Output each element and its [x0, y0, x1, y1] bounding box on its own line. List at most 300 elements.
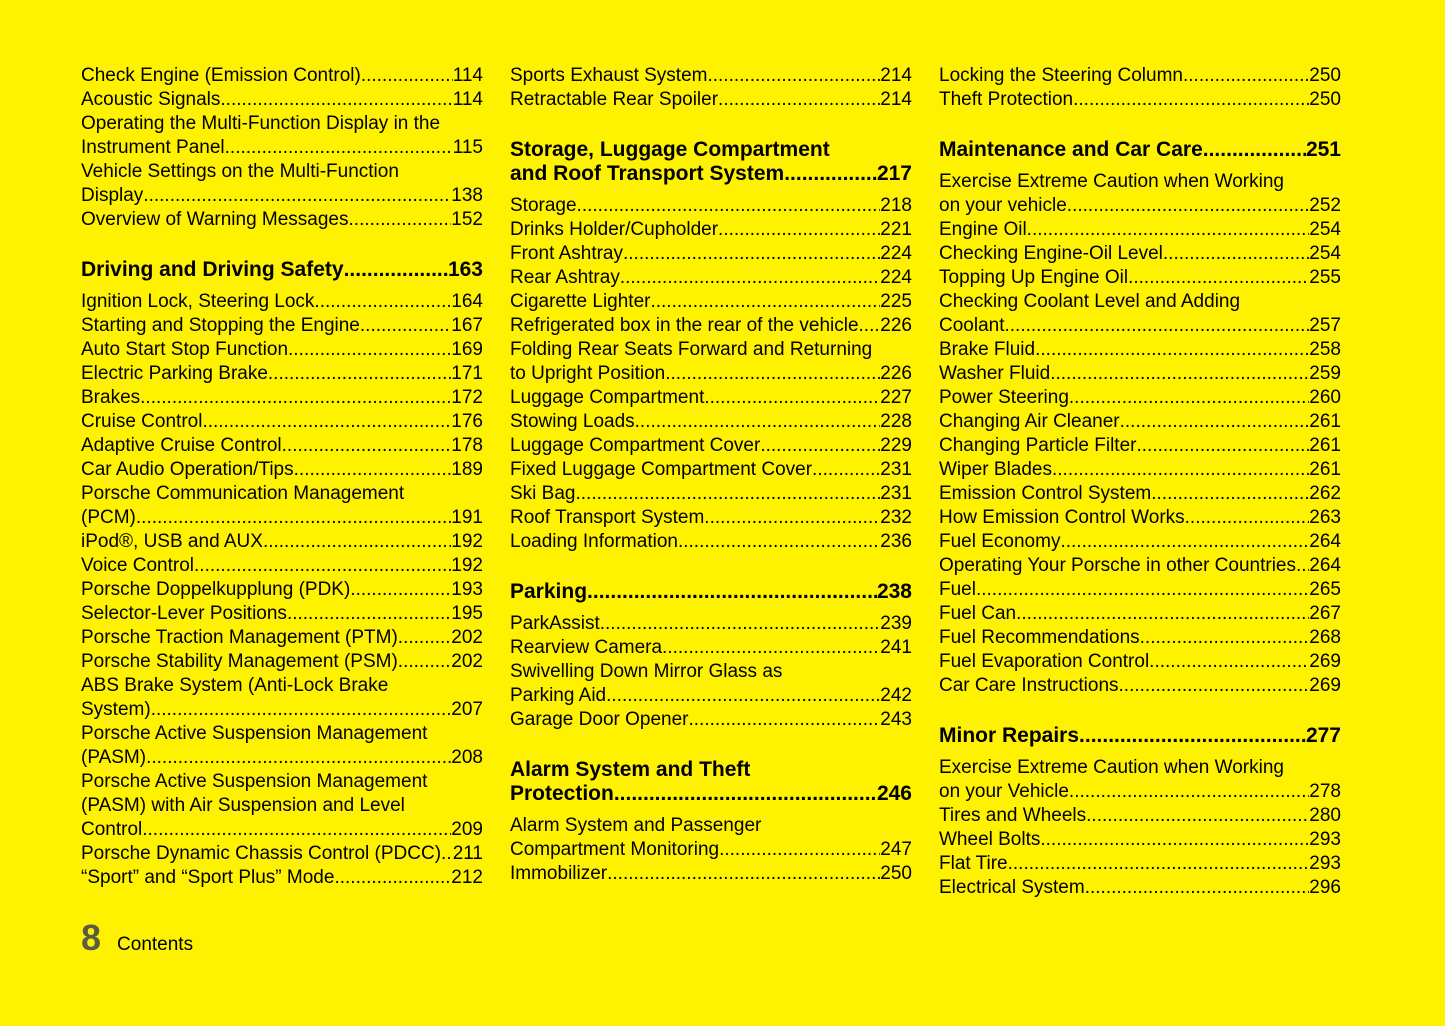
dot-leader [1060, 530, 1309, 554]
dot-leader [268, 362, 451, 386]
dot-leader [662, 636, 880, 660]
toc-entry-title: Immobilizer [510, 863, 608, 884]
toc-entry[interactable] [510, 660, 912, 708]
dot-leader [136, 506, 451, 530]
toc-entry[interactable] [939, 434, 1341, 458]
dot-leader [760, 434, 880, 458]
toc-entry-row [81, 626, 483, 650]
toc-entry-title: Instrument Panel [81, 137, 225, 158]
dot-leader [718, 218, 880, 242]
toc-page-number: 214 [880, 65, 912, 86]
toc-page-number: 250 [1309, 65, 1341, 86]
toc-page-number: 265 [1309, 579, 1341, 600]
toc-entry-row [81, 554, 483, 578]
dot-leader [1052, 458, 1309, 482]
toc-entry[interactable] [510, 290, 912, 314]
page-number: 8 [81, 917, 102, 958]
toc-page-number: 172 [451, 387, 483, 408]
toc-entry-title: Roof Transport System [510, 507, 705, 528]
toc-entry-row [939, 242, 1341, 266]
dot-leader [220, 88, 452, 112]
dot-leader [976, 578, 1309, 602]
toc-entry[interactable] [939, 482, 1341, 506]
toc-entry-row [510, 708, 912, 732]
toc-entry-title: Cigarette Lighter [510, 291, 651, 312]
toc-entry[interactable] [81, 410, 483, 434]
toc-section-heading[interactable] [510, 758, 912, 806]
toc-entry-row [81, 842, 483, 866]
dot-leader [607, 862, 880, 886]
toc-entry[interactable] [939, 266, 1341, 290]
toc-page-number: 280 [1309, 805, 1341, 826]
toc-entry-row [510, 162, 912, 186]
toc-entry[interactable] [939, 578, 1341, 602]
dot-leader [143, 184, 451, 208]
toc-page-number: 195 [451, 603, 483, 624]
toc-section-heading[interactable] [81, 258, 483, 282]
toc-entry[interactable] [81, 88, 483, 112]
toc-entry-title-line: Folding Rear Seats Forward and Returning [510, 339, 873, 360]
toc-page-number: 261 [1309, 435, 1341, 456]
dot-leader [665, 362, 880, 386]
dot-leader [314, 290, 451, 314]
toc-entry[interactable] [939, 218, 1341, 242]
toc-page-number: 277 [1305, 724, 1341, 747]
toc-entry[interactable] [81, 842, 483, 866]
toc-page-number: 252 [1309, 195, 1341, 216]
toc-entry-row [939, 314, 1341, 338]
toc-entry[interactable] [81, 722, 483, 770]
toc-entry[interactable] [510, 434, 912, 458]
toc-entry[interactable] [510, 482, 912, 506]
toc-entry[interactable] [939, 530, 1341, 554]
page-label: Contents [117, 934, 194, 955]
toc-entry[interactable] [939, 242, 1341, 266]
toc-entry[interactable] [81, 770, 483, 842]
toc-entry[interactable] [939, 626, 1341, 650]
toc-entry[interactable] [510, 266, 912, 290]
toc-page-number: 254 [1309, 219, 1341, 240]
toc-entry-title: Car Care Instructions [939, 675, 1119, 696]
toc-entry-title: Electric Parking Brake [81, 363, 268, 384]
toc-entry-row [510, 218, 912, 242]
toc-entry-row [939, 530, 1341, 554]
toc-section-heading[interactable] [510, 138, 912, 186]
toc-page-number: 176 [451, 411, 483, 432]
toc-entry[interactable] [510, 458, 912, 482]
toc-entry[interactable] [81, 458, 483, 482]
toc-entry-title-line: Porsche Communication Management [81, 483, 405, 504]
toc-entry[interactable] [81, 554, 483, 578]
toc-entry[interactable] [81, 160, 483, 208]
toc-entry-title: Front Ashtray [510, 243, 623, 264]
toc-page-number: 192 [451, 531, 483, 552]
toc-entry-row [510, 684, 912, 708]
toc-entry-title: Refrigerated box in the rear of the vehicle [510, 315, 859, 336]
toc-entry[interactable] [81, 208, 483, 232]
dot-leader [225, 136, 453, 160]
toc-entry-row [510, 458, 912, 482]
toc-entry-title: Checking Engine-Oil Level [939, 243, 1163, 264]
toc-page-number: 217 [876, 162, 912, 185]
dot-leader [1050, 362, 1309, 386]
dot-leader [719, 838, 880, 862]
toc-entry-row [510, 434, 912, 458]
toc-entry-row [510, 362, 912, 386]
toc-entry[interactable] [939, 170, 1341, 218]
dot-leader [1035, 338, 1309, 362]
toc-page-number: 254 [1309, 243, 1341, 264]
dot-leader [1183, 64, 1309, 88]
dot-leader [288, 338, 451, 362]
toc-entry[interactable] [939, 674, 1341, 698]
toc-entry[interactable] [81, 578, 483, 602]
toc-entry-row [510, 386, 912, 410]
toc-entry[interactable] [81, 434, 483, 458]
toc-page-number: 115 [452, 137, 483, 158]
toc-entry-row [939, 602, 1341, 626]
toc-page-number: 209 [451, 819, 483, 840]
toc-entry-title: Adaptive Cruise Control [81, 435, 282, 456]
toc-entry-title: Overview of Warning Messages [81, 209, 349, 230]
toc-entry[interactable] [939, 338, 1341, 362]
toc-page-number: 243 [880, 709, 912, 730]
toc-entry-title: Porsche Traction Management (PTM) [81, 627, 398, 648]
toc-column-2 [510, 64, 912, 886]
toc-entry-row [510, 88, 912, 112]
page-footer [81, 918, 193, 958]
dot-leader [1040, 828, 1309, 852]
toc-entry-title: ParkAssist [510, 613, 600, 634]
toc-entry-row [939, 578, 1341, 602]
toc-page-number: 264 [1309, 555, 1341, 576]
toc-entry-row [939, 218, 1341, 242]
toc-page-number: 231 [880, 483, 912, 504]
toc-entry-row [81, 314, 483, 338]
toc-entry[interactable] [510, 410, 912, 434]
toc-entry[interactable] [939, 804, 1341, 828]
toc-entry[interactable] [81, 482, 483, 530]
dot-leader [718, 88, 880, 112]
toc-entry[interactable] [939, 852, 1341, 876]
toc-page-number: 231 [880, 459, 912, 480]
toc-entry[interactable] [81, 674, 483, 722]
toc-entry-row [939, 482, 1341, 506]
toc-entry[interactable] [81, 290, 483, 314]
toc-entry-title-line: ABS Brake System (Anti-Lock Brake [81, 675, 389, 696]
toc-page-number: 232 [880, 507, 912, 528]
toc-entry-title: Changing Particle Filter [939, 435, 1137, 456]
dot-leader [635, 410, 881, 434]
toc-entry[interactable] [81, 626, 483, 650]
toc-entry-title: Fuel [939, 579, 976, 600]
toc-entry-title-line: Checking Coolant Level and Adding [939, 291, 1241, 312]
dot-leader [1151, 482, 1309, 506]
toc-entry-title: Check Engine (Emission Control) [81, 65, 361, 86]
toc-entry[interactable] [81, 112, 483, 160]
dot-leader [704, 506, 880, 530]
toc-page-number: 293 [1309, 853, 1341, 874]
toc-entry[interactable] [939, 64, 1341, 88]
toc-entry-title: Minor Repairs [939, 724, 1080, 747]
toc-section-heading[interactable] [939, 724, 1341, 748]
dot-leader [398, 626, 452, 650]
toc-page-number: 114 [452, 65, 483, 86]
toc-entry-row [939, 626, 1341, 650]
dot-leader [600, 612, 881, 636]
toc-entry[interactable] [939, 386, 1341, 410]
toc-entry[interactable] [510, 64, 912, 88]
toc-entry[interactable] [510, 338, 912, 386]
toc-entry-row [939, 506, 1341, 530]
toc-entry-title: Electrical System [939, 877, 1085, 898]
dot-leader [1149, 650, 1309, 674]
toc-entry[interactable] [939, 410, 1341, 434]
toc-entry-title: iPod®, USB and AUX [81, 531, 263, 552]
toc-entry-title: Fuel Economy [939, 531, 1061, 552]
toc-entry-title: and Roof Transport System [510, 162, 785, 185]
toc-entry-row [939, 338, 1341, 362]
toc-entry-title: Wheel Bolts [939, 829, 1041, 850]
toc-page-number: 264 [1309, 531, 1341, 552]
toc-entry[interactable] [81, 650, 483, 674]
toc-entry[interactable] [939, 756, 1341, 804]
toc-entry-title: Luggage Compartment [510, 387, 705, 408]
toc-column-1 [81, 64, 483, 890]
dot-leader [441, 842, 453, 866]
toc-entry[interactable] [81, 64, 483, 88]
toc-entry[interactable] [939, 876, 1341, 900]
toc-entry-title-line: Porsche Active Suspension Management [81, 771, 428, 792]
toc-entry-row [81, 136, 483, 160]
toc-entry-row [510, 506, 912, 530]
toc-entry[interactable] [81, 866, 483, 890]
toc-entry-row [81, 386, 483, 410]
toc-entry-row [510, 266, 912, 290]
dot-leader [575, 482, 880, 506]
toc-page-number: 225 [880, 291, 912, 312]
toc-entry-row [81, 410, 483, 434]
toc-entry-title: Loading Information [510, 531, 678, 552]
dot-leader [142, 818, 451, 842]
toc-page-number: 268 [1309, 627, 1341, 648]
toc-entry[interactable] [81, 530, 483, 554]
dot-leader [620, 266, 880, 290]
toc-entry-title: Porsche Doppelkupplung (PDK) [81, 579, 351, 600]
toc-entry-row [939, 266, 1341, 290]
toc-page-number: 238 [876, 580, 912, 603]
toc-entry[interactable] [81, 314, 483, 338]
toc-page-number: 202 [451, 627, 483, 648]
toc-entry-title: Ski Bag [510, 483, 576, 504]
toc-entry-row [510, 242, 912, 266]
toc-entry-row [81, 88, 483, 112]
toc-entry-row [510, 862, 912, 886]
toc-page-number: 241 [880, 637, 912, 658]
toc-entry-title: Flat Tire [939, 853, 1008, 874]
toc-entry-row [939, 876, 1341, 900]
toc-entry-row [510, 530, 912, 554]
toc-page-number: 258 [1309, 339, 1341, 360]
toc-entry-row [81, 530, 483, 554]
toc-entry[interactable] [510, 708, 912, 732]
toc-entry-row [939, 64, 1341, 88]
toc-entry[interactable] [510, 814, 912, 862]
toc-entry-title: Luggage Compartment Cover [510, 435, 761, 456]
toc-entry-title: Ignition Lock, Steering Lock [81, 291, 315, 312]
toc-entry-title: Wiper Blades [939, 459, 1052, 480]
dot-leader [678, 530, 880, 554]
toc-entry-title-line: Exercise Extreme Caution when Working [939, 757, 1284, 778]
toc-entry-title: Brake Fluid [939, 339, 1036, 360]
dot-leader [361, 64, 453, 88]
toc-entry[interactable] [510, 88, 912, 112]
dot-leader [577, 194, 881, 218]
toc-entry[interactable] [510, 862, 912, 886]
toc-page-number: 293 [1309, 829, 1341, 850]
dot-leader [1069, 386, 1309, 410]
toc-page-number: 229 [880, 435, 912, 456]
toc-entry[interactable] [510, 506, 912, 530]
dot-leader [1016, 602, 1309, 626]
toc-entry[interactable] [510, 194, 912, 218]
toc-section-heading[interactable] [510, 580, 912, 604]
dot-leader [1140, 626, 1310, 650]
toc-entry-title: “Sport” and “Sport Plus” Mode [81, 867, 335, 888]
toc-entry-row [510, 410, 912, 434]
dot-leader [1128, 266, 1309, 290]
toc-entry[interactable] [939, 88, 1341, 112]
toc-entry[interactable] [510, 636, 912, 660]
toc-page-number: 228 [880, 411, 912, 432]
toc-entry-row [81, 746, 483, 770]
toc-entry-row [939, 554, 1341, 578]
toc-entry[interactable] [939, 602, 1341, 626]
toc-entry-title: Selector-Lever Positions [81, 603, 287, 624]
toc-entry-title: Emission Control System [939, 483, 1152, 504]
toc-page-number: 260 [1309, 387, 1341, 408]
toc-entry-row [81, 602, 483, 626]
toc-entry-row [81, 338, 483, 362]
toc-page-number: 191 [451, 507, 483, 528]
toc-page-number: 250 [880, 863, 912, 884]
toc-page-number: 208 [451, 747, 483, 768]
toc-entry-row [81, 650, 483, 674]
toc-entry-title: Maintenance and Car Care [939, 138, 1203, 161]
toc-page-number: 164 [451, 291, 483, 312]
toc-entry[interactable] [939, 290, 1341, 338]
toc-entry-row [510, 636, 912, 660]
toc-page-number: 192 [451, 555, 483, 576]
toc-entry-title: Engine Oil [939, 219, 1027, 240]
toc-entry-title: How Emission Control Works [939, 507, 1185, 528]
toc-entry[interactable] [939, 828, 1341, 852]
toc-entry[interactable] [510, 530, 912, 554]
toc-page-number: 163 [447, 258, 483, 281]
toc-entry-title: Garage Door Opener [510, 709, 689, 730]
toc-page-number: 255 [1309, 267, 1341, 288]
toc-entry-title: Theft Protection [939, 89, 1074, 110]
toc-entry-title: Auto Start Stop Function [81, 339, 289, 360]
toc-entry-title: Fuel Evaporation Control [939, 651, 1150, 672]
toc-entry-title: Porsche Stability Management (PSM) [81, 651, 398, 672]
toc-entry-title: Brakes [81, 387, 141, 408]
toc-page-number: 251 [1305, 138, 1341, 161]
toc-entry[interactable] [510, 612, 912, 636]
toc-page-number: 193 [451, 579, 483, 600]
toc-page-number: 226 [880, 315, 912, 336]
dot-leader [704, 386, 880, 410]
toc-entry-row [510, 580, 912, 604]
toc-entry-title: Topping Up Engine Oil [939, 267, 1129, 288]
toc-entry-title-line: Porsche Active Suspension Management [81, 723, 428, 744]
toc-page-number: 189 [451, 459, 483, 480]
dot-leader [263, 530, 451, 554]
toc-entry[interactable] [81, 362, 483, 386]
toc-entry[interactable] [81, 386, 483, 410]
toc-entry-row [939, 194, 1341, 218]
toc-entry[interactable] [510, 386, 912, 410]
toc-entry-title: Rearview Camera [510, 637, 663, 658]
toc-entry-row [81, 506, 483, 530]
toc-entry-title: Washer Fluid [939, 363, 1051, 384]
toc-entry-row [939, 852, 1341, 876]
toc-entry[interactable] [939, 458, 1341, 482]
toc-entry[interactable] [939, 554, 1341, 578]
toc-entry-title-line: Exercise Extreme Caution when Working [939, 171, 1284, 192]
toc-page-number: 263 [1309, 507, 1341, 528]
toc-entry-title: Sports Exhaust System [510, 65, 708, 86]
toc-entry[interactable] [510, 218, 912, 242]
toc-entry-row [939, 458, 1341, 482]
toc-page-number: 212 [451, 867, 483, 888]
toc-entry[interactable] [510, 314, 912, 338]
toc-entry[interactable] [939, 506, 1341, 530]
toc-entry-row [939, 434, 1341, 458]
dot-leader [194, 554, 451, 578]
toc-page-number: 227 [880, 387, 912, 408]
dot-leader [202, 410, 451, 434]
toc-entry-title: Control [81, 819, 143, 840]
toc-entry[interactable] [939, 650, 1341, 674]
toc-entry-row [939, 362, 1341, 386]
toc-entry-row [939, 724, 1341, 748]
toc-entry-row [939, 386, 1341, 410]
toc-entry-row [81, 818, 483, 842]
toc-entry[interactable] [81, 602, 483, 626]
toc-entry[interactable] [939, 362, 1341, 386]
toc-page-number: 169 [451, 339, 483, 360]
toc-entry-title: Storage [510, 195, 577, 216]
dot-leader [287, 602, 451, 626]
dot-leader [1120, 410, 1310, 434]
toc-entry-row [510, 782, 912, 806]
toc-page-number: 267 [1309, 603, 1341, 624]
toc-entry-title-line: Operating the Multi-Function Display in the [81, 113, 441, 134]
toc-entry-title: on your vehicle [939, 195, 1067, 216]
toc-entry-row [939, 650, 1341, 674]
toc-entry[interactable] [510, 242, 912, 266]
toc-entry-title: Changing Air Cleaner [939, 411, 1120, 432]
toc-entry-title: on your Vehicle [939, 781, 1069, 802]
toc-section-heading[interactable] [939, 138, 1341, 162]
toc-entry[interactable] [81, 338, 483, 362]
toc-entry-row [939, 410, 1341, 434]
toc-column-3 [939, 64, 1341, 900]
toc-page-number: 236 [880, 531, 912, 552]
toc-entry-row [81, 64, 483, 88]
toc-entry-title: Cruise Control [81, 411, 203, 432]
